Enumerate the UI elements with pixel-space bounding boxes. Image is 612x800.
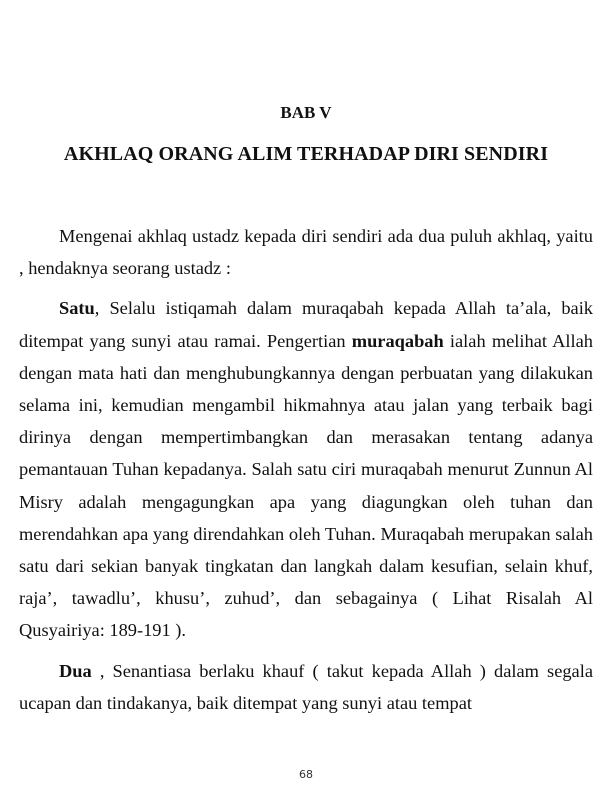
paragraph-text: , Selalu istiqamah dalam muraqabah kepada Allah ta’ala, baik ditempat yang sunyi atau ramai. Pengertian bbox=[19, 298, 593, 351]
paragraph-text: , Senantiasa berlaku khauf ( takut kepada Allah ) dalam segala ucapan dan tindakanya, baik ditempat yang sunyi atau tempat bbox=[19, 660, 593, 713]
intro-paragraph: Mengenai akhlaq ustadz kepada diri sendiri ada dua puluh akhlaq, yaitu , hendaknya seorang ustadz : bbox=[19, 226, 593, 279]
paragraph-label: Dua bbox=[59, 660, 92, 681]
body-text bbox=[19, 220, 593, 719]
paragraph-dua bbox=[19, 655, 593, 719]
paragraph-label: Satu bbox=[59, 298, 95, 319]
bold-term: muraqabah bbox=[351, 330, 444, 351]
paragraph-text: ialah melihat Allah dengan mata hati dan menghubungkannya dengan perbuatan yang dilakukan selama ini, kemudian mengambil hikmahnya atau jalan yang terbaik bagi dirinya dengan mempertimbangkan dan merasakan tentang adanya pemantauan Tuhan kepadanya. Salah satu ciri muraqabah menurut Zunnun Al Misry adalah mengagungkan apa yang diagungkan oleh tuhan dan merendahkan apa yang direndahkan oleh Tuhan. Muraqabah merupakan salah satu dari sekian banyak tingkatan dan langkah dalam kesufian, selain khuf, raja’, tawadlu’, khusu’, zuhud’, dan sebagainya ( Lihat Risalah Al Qusyairiya: 189-191 ). bbox=[19, 330, 593, 641]
chapter-title: AKHLAQ ORANG ALIM TERHADAP DIRI SENDIRI bbox=[63, 143, 549, 165]
paragraph-satu bbox=[19, 292, 593, 646]
page-number: 68 bbox=[299, 768, 313, 781]
chapter-heading: BAB V bbox=[280, 103, 332, 122]
